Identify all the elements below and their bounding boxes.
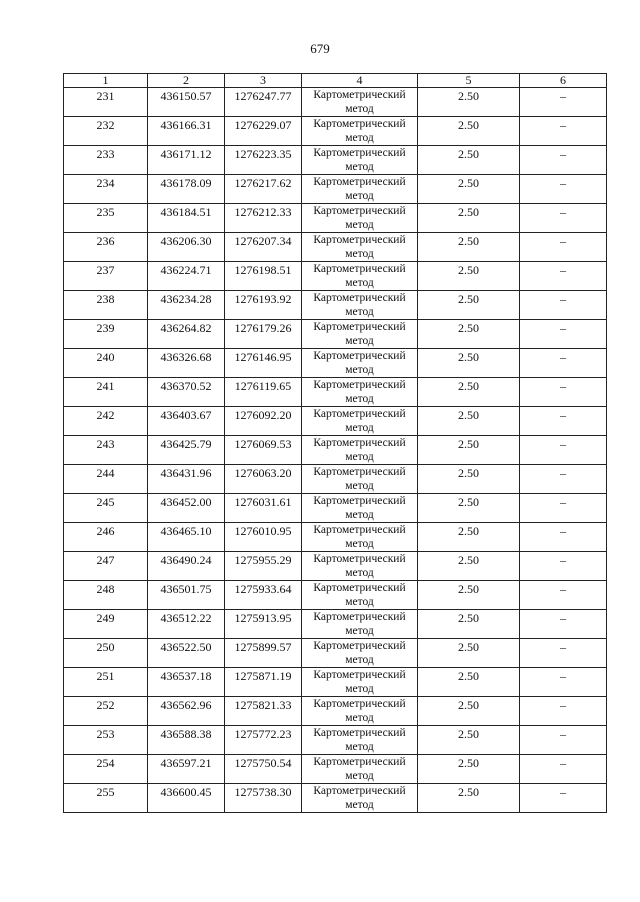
y-coordinate-cell: 1276069.53 (225, 436, 302, 465)
x-coordinate-cell: 436171.12 (148, 146, 225, 175)
accuracy-cell: 2.50 (418, 639, 520, 668)
y-coordinate-cell: 1276223.35 (225, 146, 302, 175)
table-header (64, 74, 607, 88)
method-cell: Картометрический метод (302, 233, 418, 262)
accuracy-cell: 2.50 (418, 610, 520, 639)
note-cell: – (520, 262, 607, 291)
note-cell: – (520, 784, 607, 813)
note-cell: – (520, 117, 607, 146)
note-cell: – (520, 523, 607, 552)
y-coordinate-cell: 1276010.95 (225, 523, 302, 552)
point-number-cell: 252 (64, 697, 148, 726)
accuracy-cell: 2.50 (418, 320, 520, 349)
point-number-cell: 238 (64, 291, 148, 320)
accuracy-cell: 2.50 (418, 552, 520, 581)
accuracy-cell: 2.50 (418, 175, 520, 204)
page-number: 679 (310, 41, 330, 56)
method-cell: Картометрический метод (302, 610, 418, 639)
y-coordinate-cell: 1275772.23 (225, 726, 302, 755)
method-cell: Картометрический метод (302, 755, 418, 784)
table-row (64, 262, 607, 291)
accuracy-cell: 2.50 (418, 755, 520, 784)
table-row (64, 726, 607, 755)
accuracy-cell: 2.50 (418, 726, 520, 755)
point-number-cell: 243 (64, 436, 148, 465)
accuracy-cell: 2.50 (418, 581, 520, 610)
y-coordinate-cell: 1275738.30 (225, 784, 302, 813)
x-coordinate-cell: 436403.67 (148, 407, 225, 436)
accuracy-cell: 2.50 (418, 233, 520, 262)
table-row (64, 233, 607, 262)
table-row (64, 204, 607, 233)
table-row (64, 755, 607, 784)
point-number-cell: 241 (64, 378, 148, 407)
note-cell: – (520, 697, 607, 726)
table-row (64, 320, 607, 349)
method-cell: Картометрический метод (302, 697, 418, 726)
column-header-6: 6 (520, 74, 607, 88)
accuracy-cell: 2.50 (418, 436, 520, 465)
y-coordinate-cell: 1276193.92 (225, 291, 302, 320)
method-cell: Картометрический метод (302, 291, 418, 320)
method-cell: Картометрический метод (302, 175, 418, 204)
y-coordinate-cell: 1276229.07 (225, 117, 302, 146)
x-coordinate-cell: 436600.45 (148, 784, 225, 813)
x-coordinate-cell: 436522.50 (148, 639, 225, 668)
x-coordinate-cell: 436562.96 (148, 697, 225, 726)
accuracy-cell: 2.50 (418, 494, 520, 523)
table-body (64, 88, 607, 813)
note-cell: – (520, 378, 607, 407)
y-coordinate-cell: 1276217.62 (225, 175, 302, 204)
point-number-cell: 235 (64, 204, 148, 233)
method-cell: Картометрический метод (302, 320, 418, 349)
x-coordinate-cell: 436178.09 (148, 175, 225, 204)
point-number-cell: 250 (64, 639, 148, 668)
table-row (64, 146, 607, 175)
method-cell: Картометрический метод (302, 581, 418, 610)
accuracy-cell: 2.50 (418, 204, 520, 233)
x-coordinate-cell: 436264.82 (148, 320, 225, 349)
point-number-cell: 247 (64, 552, 148, 581)
coordinates-table (63, 73, 607, 813)
note-cell: – (520, 88, 607, 117)
y-coordinate-cell: 1275899.57 (225, 639, 302, 668)
table-row (64, 494, 607, 523)
column-header-3: 3 (225, 74, 302, 88)
x-coordinate-cell: 436425.79 (148, 436, 225, 465)
x-coordinate-cell: 436206.30 (148, 233, 225, 262)
x-coordinate-cell: 436326.68 (148, 349, 225, 378)
point-number-cell: 248 (64, 581, 148, 610)
y-coordinate-cell: 1276092.20 (225, 407, 302, 436)
method-cell: Картометрический метод (302, 552, 418, 581)
point-number-cell: 249 (64, 610, 148, 639)
accuracy-cell: 2.50 (418, 146, 520, 175)
note-cell: – (520, 349, 607, 378)
point-number-cell: 237 (64, 262, 148, 291)
table-row (64, 378, 607, 407)
x-coordinate-cell: 436234.28 (148, 291, 225, 320)
method-cell: Картометрический метод (302, 88, 418, 117)
column-header-1: 1 (64, 74, 148, 88)
column-header-5: 5 (418, 74, 520, 88)
note-cell: – (520, 494, 607, 523)
note-cell: – (520, 552, 607, 581)
accuracy-cell: 2.50 (418, 697, 520, 726)
x-coordinate-cell: 436224.71 (148, 262, 225, 291)
method-cell: Картометрический метод (302, 784, 418, 813)
accuracy-cell: 2.50 (418, 378, 520, 407)
table-row (64, 436, 607, 465)
y-coordinate-cell: 1276146.95 (225, 349, 302, 378)
point-number-cell: 231 (64, 88, 148, 117)
y-coordinate-cell: 1276207.34 (225, 233, 302, 262)
accuracy-cell: 2.50 (418, 523, 520, 552)
y-coordinate-cell: 1276031.61 (225, 494, 302, 523)
x-coordinate-cell: 436490.24 (148, 552, 225, 581)
method-cell: Картометрический метод (302, 117, 418, 146)
table-row (64, 784, 607, 813)
point-number-cell: 232 (64, 117, 148, 146)
table-row (64, 552, 607, 581)
x-coordinate-cell: 436452.00 (148, 494, 225, 523)
table-row (64, 117, 607, 146)
y-coordinate-cell: 1275871.19 (225, 668, 302, 697)
point-number-cell: 246 (64, 523, 148, 552)
x-coordinate-cell: 436588.38 (148, 726, 225, 755)
note-cell: – (520, 610, 607, 639)
accuracy-cell: 2.50 (418, 262, 520, 291)
accuracy-cell: 2.50 (418, 291, 520, 320)
y-coordinate-cell: 1275933.64 (225, 581, 302, 610)
method-cell: Картометрический метод (302, 494, 418, 523)
point-number-cell: 245 (64, 494, 148, 523)
table-row (64, 465, 607, 494)
point-number-cell: 240 (64, 349, 148, 378)
note-cell: – (520, 639, 607, 668)
method-cell: Картометрический метод (302, 204, 418, 233)
table-row (64, 349, 607, 378)
note-cell: – (520, 320, 607, 349)
x-coordinate-cell: 436537.18 (148, 668, 225, 697)
note-cell: – (520, 175, 607, 204)
note-cell: – (520, 233, 607, 262)
note-cell: – (520, 146, 607, 175)
point-number-cell: 255 (64, 784, 148, 813)
x-coordinate-cell: 436166.31 (148, 117, 225, 146)
x-coordinate-cell: 436501.75 (148, 581, 225, 610)
table-row (64, 291, 607, 320)
point-number-cell: 239 (64, 320, 148, 349)
method-cell: Картометрический метод (302, 349, 418, 378)
x-coordinate-cell: 436465.10 (148, 523, 225, 552)
method-cell: Картометрический метод (302, 146, 418, 175)
y-coordinate-cell: 1275955.29 (225, 552, 302, 581)
method-cell: Картометрический метод (302, 668, 418, 697)
y-coordinate-cell: 1276212.33 (225, 204, 302, 233)
y-coordinate-cell: 1276198.51 (225, 262, 302, 291)
accuracy-cell: 2.50 (418, 349, 520, 378)
accuracy-cell: 2.50 (418, 465, 520, 494)
method-cell: Картометрический метод (302, 465, 418, 494)
point-number-cell: 233 (64, 146, 148, 175)
point-number-cell: 244 (64, 465, 148, 494)
y-coordinate-cell: 1276063.20 (225, 465, 302, 494)
accuracy-cell: 2.50 (418, 88, 520, 117)
method-cell: Картометрический метод (302, 407, 418, 436)
method-cell: Картометрический метод (302, 726, 418, 755)
y-coordinate-cell: 1275913.95 (225, 610, 302, 639)
note-cell: – (520, 407, 607, 436)
y-coordinate-cell: 1276119.65 (225, 378, 302, 407)
note-cell: – (520, 291, 607, 320)
note-cell: – (520, 668, 607, 697)
note-cell: – (520, 465, 607, 494)
x-coordinate-cell: 436512.22 (148, 610, 225, 639)
x-coordinate-cell: 436597.21 (148, 755, 225, 784)
table-row (64, 697, 607, 726)
method-cell: Картометрический метод (302, 262, 418, 291)
x-coordinate-cell: 436184.51 (148, 204, 225, 233)
table-row (64, 639, 607, 668)
point-number-cell: 242 (64, 407, 148, 436)
method-cell: Картометрический метод (302, 436, 418, 465)
table-row (64, 175, 607, 204)
column-header-2: 2 (148, 74, 225, 88)
point-number-cell: 251 (64, 668, 148, 697)
point-number-cell: 236 (64, 233, 148, 262)
accuracy-cell: 2.50 (418, 117, 520, 146)
y-coordinate-cell: 1276179.26 (225, 320, 302, 349)
note-cell: – (520, 755, 607, 784)
method-cell: Картометрический метод (302, 639, 418, 668)
table-row (64, 407, 607, 436)
x-coordinate-cell: 436431.96 (148, 465, 225, 494)
table-row (64, 610, 607, 639)
table-row (64, 581, 607, 610)
accuracy-cell: 2.50 (418, 407, 520, 436)
point-number-cell: 234 (64, 175, 148, 204)
x-coordinate-cell: 436150.57 (148, 88, 225, 117)
accuracy-cell: 2.50 (418, 784, 520, 813)
y-coordinate-cell: 1275821.33 (225, 697, 302, 726)
x-coordinate-cell: 436370.52 (148, 378, 225, 407)
header-row (64, 74, 607, 88)
column-header-4: 4 (302, 74, 418, 88)
point-number-cell: 253 (64, 726, 148, 755)
note-cell: – (520, 726, 607, 755)
accuracy-cell: 2.50 (418, 668, 520, 697)
note-cell: – (520, 436, 607, 465)
method-cell: Картометрический метод (302, 378, 418, 407)
method-cell: Картометрический метод (302, 523, 418, 552)
table-row (64, 668, 607, 697)
y-coordinate-cell: 1275750.54 (225, 755, 302, 784)
note-cell: – (520, 204, 607, 233)
table-row (64, 88, 607, 117)
y-coordinate-cell: 1276247.77 (225, 88, 302, 117)
table-row (64, 523, 607, 552)
point-number-cell: 254 (64, 755, 148, 784)
note-cell: – (520, 581, 607, 610)
